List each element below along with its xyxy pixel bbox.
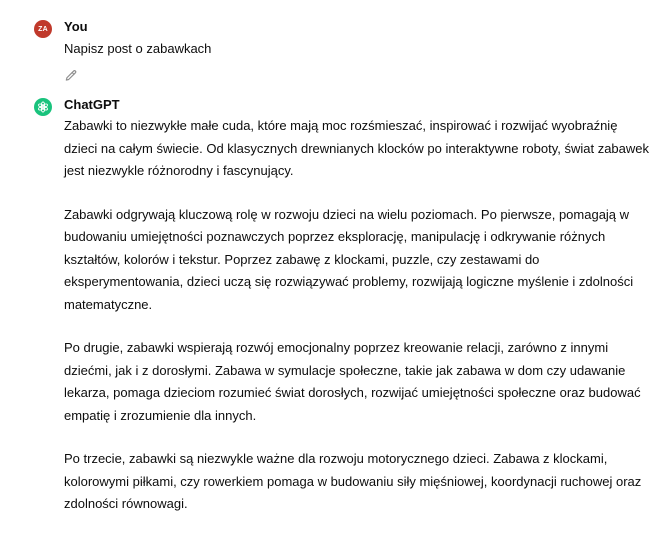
user-name: You: [64, 19, 88, 34]
assistant-avatar: [34, 98, 52, 116]
assistant-name: ChatGPT: [64, 97, 120, 112]
user-avatar: [34, 20, 52, 38]
openai-logo-icon: [37, 101, 49, 113]
edit-message-button[interactable]: [62, 67, 80, 85]
user-initials: ZA: [38, 25, 48, 33]
assistant-paragraph: Zabawki odgrywają kluczową rolę w rozwoju dzieci na wielu poziomach. Po pierwsze, pomagają w budowaniu umiejętności poznawczych poprzez eksplorację, manipulację i odkrywanie różnych kształtów, kolorów i tekstur. Poprzez zabawę z klockami, puzzle, czy zestawami do eksperymentowania, dzieci uczą się rozwiązywać problemy, rozwijają logiczne myślenie i zdolności matematyczne.: [64, 206, 634, 312]
pencil-icon: [64, 69, 78, 83]
assistant-paragraph: Po drugie, zabawki wspierają rozwój emocjonalny poprzez kreowanie relacji, zarówno z innymi dziećmi, jak i z dorosłymi. Zabawa w symulacje społeczne, takie jak zabawa w dom czy udawanie lekarza, pomaga dzieciom rozumieć świat dorosłych, rozwijać umiejętności społeczne oraz budować empatię i zrozumienie dla innych.: [64, 340, 641, 423]
assistant-paragraph: Zabawki to niezwykłe małe cuda, które mają moc rozśmieszać, inspirować i rozwijać wyobraźnię dzieci na całym świecie. Od klasycznych drewnianych klocków po interaktywne roboty, świat zabawek jest niezwykle różnorodny i fascynujący.: [64, 118, 650, 178]
user-message-text: Napisz post o zabawkach: [64, 41, 212, 56]
assistant-message: [34, 96, 651, 537]
user-message: [34, 18, 651, 88]
assistant-message-text: [64, 115, 651, 516]
assistant-paragraph: Po trzecie, zabawki są niezwykle ważne dla rozwoju motorycznego dzieci. Zabawa z klockami, kolorowymi piłkami, czy rowerkiem pomaga w budowaniu siły mięśniowej, koordynacji ruchowej oraz zdolności równowagi.: [64, 451, 642, 511]
